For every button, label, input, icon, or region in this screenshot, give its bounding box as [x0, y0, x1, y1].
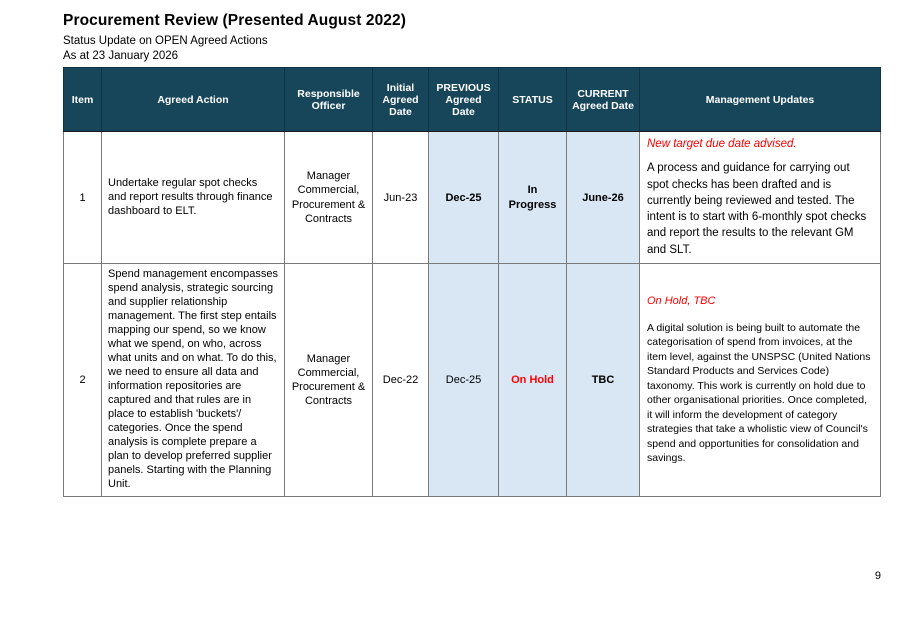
management-updates-cell: [640, 132, 881, 264]
col-header-current-agreed-date: CURRENT Agreed Date: [567, 68, 640, 132]
management-note: New target due date advised.: [647, 138, 797, 150]
responsible-officer-cell: Manager Commercial, Procurement & Contracts: [285, 132, 373, 264]
table-row: [64, 132, 881, 264]
col-header-previous-agreed-date: PREVIOUS Agreed Date: [429, 68, 499, 132]
status-cell: In Progress: [499, 132, 567, 264]
initial-agreed-date-cell: Dec-22: [373, 264, 429, 497]
responsible-officer-cell: Manager Commercial, Procurement & Contracts: [285, 264, 373, 497]
col-header-initial-agreed-date: Initial Agreed Date: [373, 68, 429, 132]
table-header-row: [64, 68, 881, 132]
agreed-action-cell: Undertake regular spot checks and report results through finance dashboard to ELT.: [102, 132, 285, 264]
col-header-status: STATUS: [499, 68, 567, 132]
status-cell: On Hold: [499, 264, 567, 497]
agreed-actions-table: [63, 67, 881, 497]
management-body: A process and guidance for carrying out spot checks has been drafted and is currently being reviewed and tested. The intent is to start with 6-monthly spot checks and report the results to the relevant GM and SLT.: [647, 162, 867, 256]
item-cell: 1: [64, 132, 102, 264]
initial-agreed-date-cell: Jun-23: [373, 132, 429, 264]
col-header-management-updates: Management Updates: [640, 68, 881, 132]
col-header-responsible-officer: Responsible Officer: [285, 68, 373, 132]
item-cell: 2: [64, 264, 102, 497]
page-title: Procurement Review (Presented August 2022): [63, 12, 407, 29]
col-header-agreed-action: Agreed Action: [102, 68, 285, 132]
previous-agreed-date-cell: Dec-25: [429, 264, 499, 497]
page-subtitle: Status Update on OPEN Agreed Actions: [63, 35, 268, 47]
management-note: On Hold, TBC: [647, 295, 716, 308]
current-agreed-date-cell: June-26: [567, 132, 640, 264]
as-at-date: As at 23 January 2026: [63, 50, 179, 62]
current-agreed-date-cell: TBC: [567, 264, 640, 497]
management-updates-cell: [640, 264, 881, 497]
table-row: [64, 264, 881, 497]
col-header-item: Item: [64, 68, 102, 132]
management-body: A digital solution is being built to automate the categorisation of spend from invoices, at the item level, against the UNSPSC (United Nations Standard Products and Services Code) taxonomy. This work is currently on hold due to other organisational priorities. Once completed, it will inform the development of category strategies that take a wholistic view of Council's spend and opportunities for consolidation and savings.: [647, 321, 871, 465]
agreed-action-cell: Spend management encompasses spend analysis, strategic sourcing and supplier relationship management. The first step entails mapping our spend, so we know what we spend, on who, across what units and on what. To do this, we need to ensure all data and information repositories are captured and that rules are in place to establish 'buckets'/ categories. Once the spend analysis is complete prepare a plan to develop preferred supplier panels. Starting with the Planning Unit.: [102, 264, 285, 497]
previous-agreed-date-cell: Dec-25: [429, 132, 499, 264]
page-number: 9: [874, 570, 881, 582]
